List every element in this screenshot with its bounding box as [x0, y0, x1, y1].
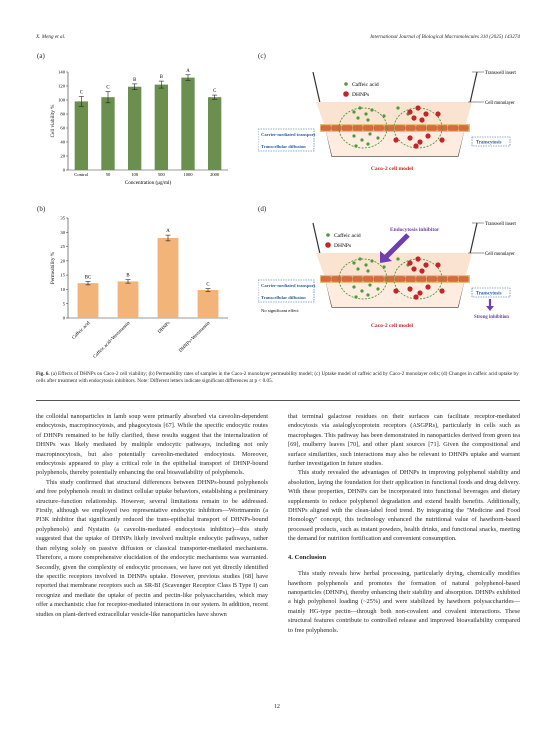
paragraph: This study reveals how herbal processing, particularly drying, chemically modifies hawthorn polyphenols and promotes the formation of natural polyphenol-based nanoparticles (DHNPs), thereby enhancing their stability and absorption. DHNPs exhibited a high polyphenol loading (~25%) and were stabilized by hawthorn polysaccharides—mainly HG-type pectin—through both non-covalent and covalent interactions. These structural features contribute to controlled release and improved bioavailability compared to free polyphenols. [288, 570, 520, 634]
bar [208, 97, 221, 170]
bar [158, 238, 179, 318]
y-tick-label: 140 [58, 69, 65, 75]
epithelial-cell [395, 277, 405, 282]
dhnp-dot [425, 284, 430, 289]
caffeic-acid-dot [376, 287, 379, 290]
bar [128, 87, 141, 170]
caffeic-acid-dot [396, 257, 399, 260]
dhnp-dot [435, 111, 440, 116]
dhnp-dot [407, 286, 412, 291]
caffeic-acid-dot [370, 108, 373, 111]
legend-dhnp: DHNPs [352, 92, 370, 98]
epithelial-cell [342, 126, 352, 131]
epithelial-cell [374, 277, 384, 282]
dhnp-dot [439, 137, 444, 142]
epithelial-cell [416, 126, 426, 131]
x-tick-label: Caffeic acid [71, 320, 92, 341]
bar [118, 281, 139, 318]
down-arrow-icon [486, 306, 494, 311]
label-transcellular: Transcellular diffusion [261, 144, 306, 149]
epithelial-cell [385, 126, 395, 131]
epithelial-cell [395, 126, 405, 131]
caption-text: (a) Effects of DHNPs on Caco-2 cell viability; (b) Permeability rates of samples in the Caco-2 monolayer permeability model; (c) Uptake model of caffeic acid by Caco-2 monolayer cells; (d) Changes in caffeic acid uptake by cells after treatment with endocytosis inhibitors. Note: Different letters indicate significant differences at p < 0.05. [36, 371, 519, 385]
legend-dhnp-dot [343, 91, 349, 97]
y-tick-label: 80 [60, 111, 65, 117]
epithelial-cell [353, 126, 363, 131]
dhnp-dot [407, 109, 412, 114]
dhnp-dot [415, 256, 420, 261]
bar [181, 78, 194, 170]
section-heading: 4. Conclusion [288, 553, 327, 561]
caffeic-acid-dot [370, 259, 373, 262]
significance-letter: C [79, 90, 83, 96]
epithelial-cell [416, 277, 426, 282]
legend-caffeic: Caffeic acid [352, 82, 379, 88]
caffeic-acid-dot [368, 132, 371, 135]
epithelial-cell [448, 277, 458, 282]
diagram-uptake-model [258, 58, 520, 188]
x-tick-label: Caffeic acid+Wortmannin [92, 320, 132, 360]
caffeic-acid-dot [360, 289, 363, 292]
y-tick-label: 30 [60, 229, 65, 235]
bar [101, 97, 114, 170]
chart-cell-viability [40, 62, 240, 192]
caffeic-acid-dot [366, 293, 369, 296]
y-tick-label: 0 [62, 167, 65, 173]
bar [155, 85, 168, 170]
dhnp-dot [423, 111, 428, 116]
dhnp-dot [419, 268, 424, 273]
dhnp-dot [423, 262, 428, 267]
running-header-authors: X. Meng et al. [36, 34, 66, 40]
dhnp-dot [417, 139, 422, 144]
epithelial-cell [448, 126, 458, 131]
diagram-inhibitor-model [258, 211, 520, 341]
dhnp-dot [413, 294, 418, 299]
page-number: 12 [274, 704, 280, 710]
epithelial-cell [406, 126, 416, 131]
y-tick-label: 120 [58, 83, 65, 89]
y-axis-label: Cell viability % [50, 104, 56, 138]
caffeic-acid-dot [396, 106, 399, 109]
caffeic-acid-dot [368, 283, 371, 286]
dhnp-dot [417, 290, 422, 295]
x-tick-label: Control [74, 172, 89, 177]
label-strong-inhibition: Strong inhibition [474, 315, 509, 320]
epithelial-cell [363, 277, 373, 282]
caffeic-acid-dot [364, 263, 367, 266]
significance-letter: A [186, 68, 190, 74]
caffeic-acid-dot [382, 265, 385, 268]
epithelial-cell [459, 277, 469, 282]
caffeic-acid-dot [352, 285, 355, 288]
y-tick-label: 25 [60, 244, 65, 250]
label-transwell-insert: Transwell insert [485, 222, 516, 227]
x-axis-label: Concentration (μg/ml) [124, 180, 172, 186]
panel-label-d: (d) [258, 205, 267, 213]
right-column [288, 412, 520, 635]
epithelial-cell [332, 277, 342, 282]
dhnp-dot [415, 105, 420, 110]
dhnp-dot [439, 288, 444, 293]
label-cell-monolayer: Cell monolayer [485, 252, 515, 257]
dhnp-dot [419, 117, 424, 122]
x-tick-label: 500 [157, 172, 165, 177]
significance-letter: A [166, 229, 170, 235]
dhnp-dot [413, 143, 418, 148]
bar [75, 101, 88, 170]
caffeic-acid-dot [356, 267, 359, 270]
upper-chamber [316, 102, 472, 124]
label-transcellular: Transcellular diffusion [261, 295, 306, 300]
y-axis-label: Permeability % [50, 251, 56, 285]
bar [78, 283, 99, 318]
dhnp-dot [393, 288, 398, 293]
caffeic-acid-dot [366, 118, 369, 121]
significance-letter: C [106, 85, 110, 91]
y-tick-label: 20 [60, 153, 65, 159]
caffeic-acid-dot [364, 112, 367, 115]
running-header-journal: International Journal of Biological Macromolecules 310 (2025) 143274 [370, 34, 520, 40]
caffeic-acid-dot [376, 136, 379, 139]
label-cell-monolayer: Cell monolayer [485, 101, 515, 106]
caffeic-acid-dot [352, 110, 355, 113]
x-tick-label: 100 [131, 172, 139, 177]
chart-permeability [40, 212, 240, 362]
caffeic-acid-dot [352, 261, 355, 264]
upper-chamber [316, 253, 472, 275]
dhnp-dot [407, 135, 412, 140]
dhnp-dot [435, 262, 440, 267]
lower-chamber [326, 132, 464, 156]
lower-chamber [326, 283, 464, 307]
bar [198, 290, 219, 318]
x-tick-label: DHNPs+Wortmannin [178, 320, 212, 354]
panel-label-c: (c) [258, 52, 266, 60]
y-tick-label: 10 [60, 287, 65, 293]
epithelial-cell [385, 277, 395, 282]
epithelial-cell [427, 126, 437, 131]
epithelial-cell [427, 277, 437, 282]
paragraph: This study revealed the advantages of DHNPs in improving polyphenol stability and absolution, laying the foundation for their application in functional foods and drug delivery. With these properties, DHNPs can be incorporated into functional beverages and dietary supplements to reduce polyphenol degradation and extend health benefits. Additionally, DHNPs aligned with the clean-label food trend. By integrating the "Medicine and Food Homology" concept, this technology enhanced the nutritional value of hawthorn-based processed products, such as instant powders, health drinks, and functional snacks, meeting the demand for nutrition fortification and convenient consumption. [288, 469, 520, 543]
significance-letter: BC [84, 275, 92, 281]
epithelial-cell [321, 277, 331, 282]
caffeic-acid-dot [366, 142, 369, 145]
caffeic-acid-dot [382, 114, 385, 117]
significance-letter: B [133, 77, 137, 83]
x-tick-label: 50 [105, 172, 111, 177]
y-tick-label: 100 [58, 97, 65, 103]
label-transwell-insert: Transwell insert [485, 71, 516, 76]
label-transcytosis: Transcytosis [476, 291, 502, 297]
caffeic-acid-dot [356, 116, 359, 119]
dhnp-dot [425, 133, 430, 138]
dhnp-dot [393, 137, 398, 142]
epithelial-cell [342, 277, 352, 282]
x-tick-label: DHNPs [157, 320, 172, 335]
y-tick-label: 15 [60, 272, 65, 278]
epithelial-cell [353, 277, 363, 282]
caption-label: Fig. 6. [36, 371, 50, 377]
label-no-effect: No significant effect [261, 308, 299, 313]
legend-dhnp: DHNPs [334, 243, 352, 249]
caffeic-acid-dot [354, 144, 357, 147]
y-tick-label: 35 [60, 215, 65, 221]
y-tick-label: 40 [60, 139, 65, 145]
figure-caption [36, 371, 522, 385]
significance-letter: C [206, 282, 210, 288]
y-tick-label: 0 [62, 315, 65, 321]
label-carrier: Carrier-mediated transport [261, 283, 316, 288]
significance-letter: C [213, 89, 217, 95]
paragraph: the colloidal nanoparticles in lamb soup were primarily absorbed via caveolin-dependent endocytosis, macropinocytosis, and phagocytosis [67]. While the specific endocytic routes of DHNPs remained to be fully clarified, these results suggest that the internalization of DHNPs was likely mediated by multiple endocytic pathways, including not only macropinocytosis, but also potentially caveolin-mediated endocytosis. Moreover, endocytosis appeared to play a critical role in the epithelial transport of DHNP-bound polyphenols, thereby potentially enhancing the oral bioavailability of polyphenols. [36, 413, 268, 477]
label-transcytosis: Transcytosis [476, 140, 502, 146]
y-tick-label: 20 [60, 258, 65, 264]
dhnp-dot [411, 266, 416, 271]
label-carrier: Carrier-mediated transport [261, 132, 316, 137]
caffeic-acid-dot [366, 269, 369, 272]
epithelial-cell [374, 126, 384, 131]
label-model: Caco-2 cell model [370, 323, 414, 329]
left-column [36, 412, 268, 619]
significance-letter: B [126, 273, 130, 279]
y-tick-label: 60 [60, 125, 65, 131]
label-inhibitor: Endocytosis inhibitor [390, 227, 440, 233]
x-tick-label: 1000 [183, 172, 193, 177]
x-tick-label: 2000 [210, 172, 220, 177]
caffeic-acid-dot [358, 106, 361, 109]
panel-label-b: (b) [37, 205, 46, 213]
epithelial-cell [363, 126, 373, 131]
y-tick-label: 5 [62, 301, 65, 307]
legend-caffeic-dot [344, 82, 348, 86]
label-model: Caco-2 cell model [370, 166, 414, 172]
caffeic-acid-dot [358, 257, 361, 260]
epithelial-cell [321, 126, 331, 131]
caffeic-acid-dot [352, 134, 355, 137]
caffeic-acid-dot [360, 138, 363, 141]
epithelial-cell [459, 126, 469, 131]
legend-caffeic: Caffeic acid [334, 233, 361, 239]
epithelial-cell [332, 126, 342, 131]
paragraph: This study confirmed that structural differences between DHNPs-bound polyphenols and free polyphenols result in distinct cellular uptake behaviors, establishing a preliminary structure–function relationship. However, several limitations remain to be addressed. Firstly, although we employed two representative endocytic inhibitors—Wortmannin (a PI3K inhibitor that significantly reduced the trans-epithelial transport of DHNPs-bound polyphenols) and Nystatin (a caveolin-mediated endocytosis inhibitor)—this study suggested that the uptake of DHNPs likely involved multiple endocytic pathways, rather than relying solely on passive diffusion or classical transporter-mediated mechanisms. Therefore, a more comprehensive elucidation of the endocytic mechanisms was warranted. Secondly, given the complexity of endocytic processes, we have not yet directly identified the specific receptors involved in DHNPs uptake. However, previous studies [68] have reported that membrane receptors such as SR-BI (Scavenger Receptor Class B Type I) can recognize and mediate the uptake of pectin and pectin-like polysaccharides, which may offer a mechanistic clue for receptor-mediated interactions in our system. In addition, recent studies on plant-derived extracellular vesicle-like nanoparticles have shown [36, 478, 268, 618]
dhnp-dot [407, 260, 412, 265]
panel-label-a: (a) [37, 52, 45, 60]
paragraph: that terminal galactose residues on their surfaces can facilitate receptor-mediated endocytosis via asialoglycoprotein receptors (ASGPRs), particularly in cells such as macrophages. This pathway has been demonstrated in nanoparticles derived from green tea [69], mulberry leaves [70], and other plant sources [71]. Given the compositional and surface similarities, such interactions may also be relevant to DHNPs uptake and warrant further investigation in future studies. [288, 413, 520, 468]
caption-rule [36, 400, 520, 401]
dhnp-dot [411, 115, 416, 120]
caffeic-acid-dot [354, 295, 357, 298]
epithelial-cell [406, 277, 416, 282]
significance-letter: B [159, 75, 163, 81]
